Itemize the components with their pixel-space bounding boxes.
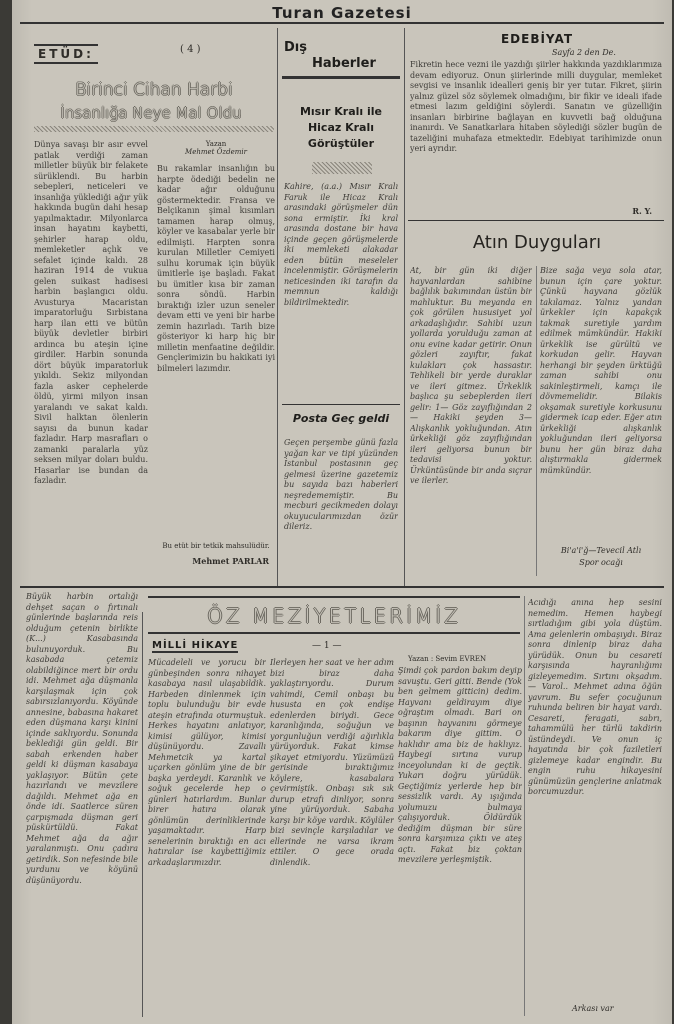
literature-text-block [410, 60, 662, 204]
section-title: EDEBİYAT [500, 32, 574, 46]
section-title: Dış [284, 40, 307, 55]
byline-label: Yazan [205, 140, 227, 148]
article-column [410, 266, 532, 580]
column-divider [524, 596, 525, 1016]
byline [157, 140, 275, 156]
signature: Spor ocağı [579, 558, 623, 567]
story-column [528, 598, 662, 996]
masthead: Turan Gazetesi [272, 4, 412, 22]
column-divider [404, 28, 405, 588]
story-text: Büyük harbin ortalığı dehşet saçan o fırtınalı günlerinde başlarında reis olduğum çetenin birlikte (K...) Kasabasında bulunuyorduk. Bu kasabada çetemiz olabildiğince mert bir ordu idi. Mehmet ağa düşmanla karşılaşmak için çok sabırsızlanıyordu. Köyünde annesine, babasına hakaret eden düşmana karşı kinini içinde saklıyordu. Sonunda beklediği gün geldi. Bir sabah erkenden haber geldi ki düşman kasabaya yaklaşıyor. Bütün çete hazırlandı ve mevzilere dağıldı. Mehmet ağa en önde idi. Saatlerce süren çarpışmada düşman geri püskürtüldü. Fakat Mehmet ağa da ağır yaralanmıştı. Onu çadıra getirdik. Son nefesinde bile yurdunu ve köyünü düşünüyordu. [26, 592, 138, 885]
story-column [270, 658, 394, 1020]
article-text: Dünya savaşı bir asır evvel patlak verdiği zaman milletler büyük bir felakete sürüklendi. Bu harbin sebepleri, neticeleri ve insanlığa yüklediği ağır yük hakkında bugün dahi hesap yapılmaktadır. Milyonlarca insan hayatını kaybetti, şehirler harap oldu, memleketler açlık ve sefalet içinde kaldı. 28 haziran 1914 de vukua gelen suikast hadisesi harbin başlangıcı oldu. Avusturya Macaristan imparatorluğu Sırbistana harp ilan etti ve bütün büyük devletler birbiri ardınca bu ateşin içine girdiler. Harbin sonunda dört büyük imparatorluk yıkıldı. Sekiz milyondan fazla asker cephelerde öldü, yirmi milyon insan yaralandı ve sakat kaldı. Sivil halktan ölenlerin sayısı da bunun kadar fazladır. Harp masrafları o zamanki paralarla yüz seksen milyar doları buldu. Hasarlar ise bundan da fazladır. [34, 140, 148, 485]
signature: R. Y. [632, 206, 652, 216]
article-text: Bize sağa veya sola atar, bunun için çare yoktur. Çünkü hayvana gözlük takılamaz. Yalnız yandan ürkekler için kapakçık takmak suretiyle yardım edilmek mümkündür. Hakiki ürkeklik ise gürültü ve korkudan gelir. Hayvan herhangi bir şeyden ürktüğü zaman sahibi onu sakinleştirmeli, kamçı ile dövmemelidir. Bilakis okşamak suretiyle korkusunu gidermek icap eder. Eğer atın ürkekliği alışkanlık yokluğundan ileri geliyorsa bunu her gün biraz daha alıştırmakla gidermek mümkündür. [540, 266, 662, 475]
news-divider [282, 404, 400, 405]
newspaper-page [12, 0, 672, 1024]
continued-note: Arkası var [572, 1004, 614, 1013]
byline-name: Mehmet Özdemir [185, 148, 247, 156]
section-divider [20, 586, 664, 588]
signature: Mehmet PARLAR [192, 556, 269, 566]
news-headline: Mısır Kralı ile Hicaz Kralı Görüştüler [299, 105, 383, 150]
news-column [284, 182, 398, 392]
title-ornament [34, 126, 274, 132]
article-column [34, 140, 148, 578]
story-column [398, 666, 522, 1020]
story-column [148, 658, 266, 1020]
signature: Bi'a'i'ğ—Tevecil Atlı [560, 546, 642, 555]
continued-note: Sayfa 2 den De. [552, 48, 616, 57]
article-title: Atın Duyguları [472, 232, 602, 253]
story-label: MİLLİ HİKAYE [152, 640, 239, 651]
story-author: Yazan : Sevim EVREN [408, 655, 487, 663]
article-text: At, bir gün iki diğer hayvanlardan sahibine bağlılık bakımından üstün bir mahluktur. Bu meyanda en çok görülen hususiyet yol arkadaşlığıdır. Sahibi uzun yollarda yorulduğu zaman at onu evine kadar getirir. Onun gözleri zayıftır, fakat kulakları çok hassastır. Tehlikeli bir yerde duraklar ve ileri gitmez. Ürkeklik başlıca şu sebeplerden ileri gelir: 1— Göz zayıflığından 2— Hakiki şeyden 3— Alışkanlık yokluğundan. Atın ürkekliği göz zayıflığından ileri geliyorsa bunun bir tedavisi yoktur. Ürküntüsünde bir anda sıçrar ve ilerler. [410, 266, 532, 485]
article-column [157, 164, 275, 544]
article-column [540, 266, 662, 542]
section-divider [408, 220, 664, 221]
column-divider [277, 28, 278, 588]
news-headline: Posta Geç geldi [292, 412, 390, 425]
column-divider [536, 266, 537, 576]
section-rule [282, 76, 400, 79]
story-column [26, 592, 138, 1020]
article-title: İnsanlığa Neye Mal Oldu [60, 104, 242, 122]
article-text: Bu rakamlar insanlığın bu harpte ödediği bedelin ne kadar ağır olduğunu göstermektedir. Fransa ve Belçikanın şimal kısımları tamamen harap olmuş, köyler ve kasabalar yerle bir edilmişti. Harpten sonra kurulan Milletler Cemiyeti sulhu korumak için büyük ümitlerle işe başladı. Fakat bu ümitler kısa bir zaman sonra söndü. Harbin bıraktığı izler uzun seneler devam etti ve yeni bir harbe zemin hazırladı. Tarih bize gösteriyor ki harp hiç bir milletin menfaatine değildir. Gençlerimizin bu hakikati iyi bilmeleri lazımdır. [157, 164, 275, 373]
article-note: Bu etüt bir tetkik mahsulüdür. [162, 542, 270, 550]
news-text: Geçen perşembe günü fazla yağan kar ve tipi yüzünden İstanbul postasının geç gelmesi üzerine gazetemiz bu sayıda bazı haberleri neşredememiştir. Bu mecburi gecikmeden dolayı okuyucularımızdan özür dileriz. [284, 438, 398, 531]
story-text: Mücadeleli ve yorucu bir günbeşinden sonra nihayet kasabaya nasıl ulaşabildik. Harbeden dinlenmek için toplu bulunduğu bir evde ateşin etrafında oturmuştuk. Herkes hayatını anlatıyor, kimisi gülüyor, kimisi düşünüyordu. Zavallı Mehmetcik ya kartal uçarken gönlüm yine de bir başka yerdeydi. Karanlık ve soğuk gecelerde hep o günleri hatırlardım. Bunlar birer hatıra olarak gönlümün derinliklerinde yaşamaktadır. Harp senelerinin bıraktığı en acı hatıralar ise kaybettiğimiz arkadaşlarımızdır. [148, 658, 266, 867]
masthead-rule [20, 22, 664, 24]
page-number: ( 4 ) [180, 44, 201, 55]
banner-title: ÖZ MEZİYETLERİMİZ [207, 604, 461, 628]
news-text: Kahire, (a.a.) Mısır Kralı Faruk ile Hicaz Kralı arasındaki görüşmeler dün sona ermiştir. İki kral arasında dostane bir hava içinde geçen görüşmelerde iki memleketi alakadar eden bütün meseleler incelenmiştir. Görüşmelerin neticesinden iki tarafın da memnun kaldığı bildirilmektedir. [284, 182, 398, 307]
section-label: ETÜD: [34, 44, 98, 64]
news-column [284, 438, 398, 578]
banner-rule [148, 596, 520, 598]
part-number: — 1 — [312, 641, 342, 651]
section-title: Haberler [312, 56, 376, 71]
article-title: Birinci Cihan Harbi [75, 80, 233, 100]
banner-rule [148, 632, 520, 634]
story-text: Acıdığı anına hep sesini nemedim. Hemen haybegi sırtladığım gibi yola düştüm. Ama gelenlerin ombaşıydı. Biraz sonra dinlenip biraz daha yürüdük. Onun bu cesareti karşısında hayranlığımı gizleyemedim. Sırtını okşadım. — Varol.. Mehmet adına öğün yavrum. Bu sefer çocuğunun ruhunda beliren bir hayat vardı. Cesareti, feragati, sabrı, tahammülü her türlü takdirin üstündeydi. Ve onun iç hayatında bir çok faziletleri gizlemeye kadar engindir. Bu engin ruhu hikayesini günümüzün gençlerine anlatmak borcumuzdur. [528, 598, 662, 796]
headline-ornament [312, 162, 372, 174]
story-text: İlerleyen her saat ve her adım bizi biraz daha yaklaştırıyordu. Durum vahimdi, Cemil onbaşı bu hususta en çok endişe edenlerden biriydi. Gece karanlığında, soğuğun ve yorgunluğun verdiği ağırlıkla yürüyorduk. Fakat kimse şikayet etmiyordu. Yüzümüzü gerisinde bıraktığımız köylere, kasabalara çevirmiştik. Onbaşı sık sık durup etrafı dinliyor, sonra yine yürüyorduk. Sabaha karşı bir köye vardık. Köylüler bizi sevinçle karşıladılar ve ellerinde ne varsa ikram ettiler. O gece orada dinlendik. [270, 658, 394, 867]
story-text: Şimdi çok pardon bakım deyip savuştu. Geri gitti. Bende (Yok ben gelmem gitticin) dedim. Hayvanı geldirayım diye oğraştım olmadı. Bari on başının hayvanını görmeye bakarım diye gittim. O haklıdır ama biz de haklıyız. Haybegi sırtına vurup inceyolundan ki de geçtik. Yukarı doğru yürüdük. Geçtiğimiz yerlerde hep bir sessizlik vardı. Ay ışığında yolumuzu bulmaya çalışıyorduk. Öldürdük dediğim düşman bir süre sonra karşımıza çıktı ve ateş açtı. Fakat biz çoktan mevzilere yerleşmiştik. [398, 666, 522, 864]
column-divider [142, 612, 143, 1017]
literature-text: Fikretin hece vezni ile yazdığı şiirler hakkında yazdıklarımıza devam ediyoruz. Onun şiirlerinde milli duygular, memleket sevgisi ve insanlık idealleri geniş bir yer tutar. Fikret, şiirin yalnız güzel söz söylemek olmadığını, bir fikir ve ideali ifade etmesi lazım geldiğini söylerdi. Sanatın ve güzelliğin insanları birbirine bağlayan en kuvvetli bağ olduğuna inanırdı. Ve Sanatkarlara hitaben söylediği sözler bugün de tazeliğini muhafaza etmektedir. Edebiyat tarihimizde onun yeri ayrıdır. [410, 60, 662, 153]
